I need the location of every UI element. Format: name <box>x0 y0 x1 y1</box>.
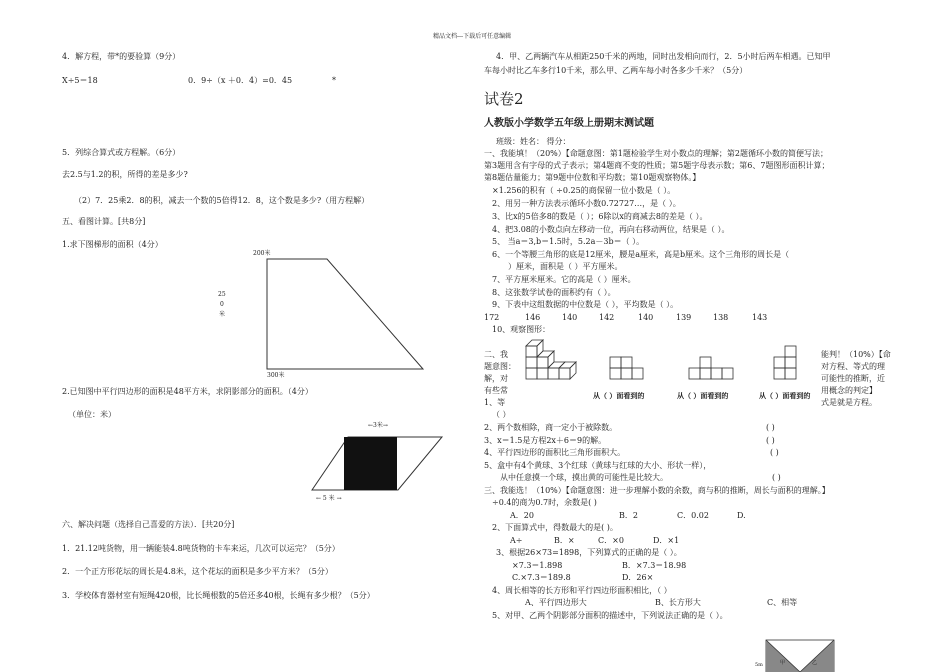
option: B．× <box>554 536 575 545</box>
data-value: 172 <box>484 313 500 322</box>
data-value: 140 <box>562 313 578 322</box>
option: C.×7.3＝189.8 <box>512 573 571 582</box>
option: ×7.3＝1.898 <box>512 561 563 570</box>
option: A、平行四边形大 <box>525 598 587 607</box>
section2-q5b: 从中任意摸一个球，摸出黄的可能性是比较大。 <box>500 473 668 482</box>
page-header: 精品文档---下载后可任意编辑 <box>433 33 512 40</box>
data-value: 139 <box>676 313 692 322</box>
equation-1: X÷5＝18 <box>62 76 98 85</box>
equation-2: 0．9÷（x ＋0．4）=0．45 <box>188 76 293 85</box>
section1-intro-3: 第8题估量能力；第9题中位数和平均数；第10题观察物体。】 <box>484 173 701 182</box>
answer-paren: ( ) <box>766 423 775 432</box>
q5-title: 5．列综合算式或方程解。（6分） <box>62 148 181 157</box>
section3-q2: 2、下面算式中，得数最大的是( )。 <box>492 523 618 532</box>
option: D．×1 <box>653 536 680 545</box>
figure-jia-label: 甲 <box>780 660 786 666</box>
view-label-2: 从（ ）面看到的 <box>677 391 729 400</box>
q5-part1: 去2.5与1.2的积，所得的差是多少? <box>62 170 188 179</box>
section5-unit: （单位：米） <box>68 410 116 419</box>
section2-frag: 式是就是方程。 <box>821 398 877 407</box>
section6-q1: 1．21.12吨货物，用一辆能装4.8吨货物的卡车来运，几次可以运完？（5分） <box>62 544 340 553</box>
section2-frag: 解，对 <box>484 374 508 383</box>
section5-q2: 2.已知图中平行四边形的面积是48平方米，求阴影部分的面积。（4分） <box>62 387 313 396</box>
section2-q2: 2、两个数相除，商一定小于被除数。 <box>484 423 618 432</box>
section1-q2: 2、用另一种方法表示循环小数0.72727…，是（ ）。 <box>492 199 681 208</box>
data-value: 138 <box>713 313 729 322</box>
section1-q10: 10、观察图形： <box>492 325 551 334</box>
trapezoid-height-label-2: 0 <box>220 301 224 308</box>
option: C．0.02 <box>677 511 709 520</box>
view-label-1: 从（ ）面看到的 <box>593 391 645 400</box>
class-name-line: 班级：姓名： 得分： <box>496 137 571 146</box>
section5-q1: 1.求下图梯形的面积（4分） <box>62 240 163 249</box>
section2-frag: 有些常 <box>484 386 508 395</box>
trapezoid-height-label-1: 25 <box>218 291 226 298</box>
section3-intro: 三、我能选！（10%）【命题意图：进一步理解小数的余数，商与积的推断，周长与面积的理解。】 <box>484 486 830 495</box>
answer-paren: ( ) <box>770 448 779 457</box>
option: A．20 <box>510 511 534 520</box>
section3-q3: 3、根据26×73=1898，下列算式的正确的是（ ）。 <box>496 548 682 557</box>
section1-q9: 9、下表中这组数据的中位数是（ ），平均数是（ ）。 <box>492 300 679 309</box>
section2-frag: 二、我 <box>484 350 508 359</box>
data-value: 140 <box>638 313 654 322</box>
equation-star: * <box>332 76 336 85</box>
section2-frag: 可能性的推断，近 <box>821 374 885 383</box>
option: B．×7.3＝18.98 <box>622 561 687 570</box>
paper-title: 试卷2 <box>484 90 524 108</box>
section3-q4: 4、周长相等的长方形和平行四边形面积相比，（ ） <box>492 586 672 595</box>
right-q4-line1: 4．甲、乙两辆汽车从相距250千米的两地，同时出发相向而行，2．5小时后两车相遇。已知甲 <box>496 52 831 61</box>
section1-q3: 3、比x的5倍多8的数是（ ）；6除以x的商减去8的差是（ ）。 <box>492 212 708 221</box>
option: D．26× <box>622 573 654 582</box>
data-value: 146 <box>525 313 541 322</box>
section1-q6b: ）厘米，面积是（ ）平方厘米。 <box>508 262 623 271</box>
section1-q8: 8、这张数学试卷的面积约有（ ）。 <box>492 288 616 297</box>
q4-title: 4．解方程，带*的要验算（9分） <box>62 52 181 61</box>
option: B、长方形大 <box>655 598 701 607</box>
parallelogram-top-label: ←3米→ <box>368 422 388 429</box>
section2-frag: 能判！（10%）【命 <box>821 350 891 359</box>
data-value: 143 <box>752 313 768 322</box>
section1-q6a: 6、一个等腰三角形的底是12厘米，腰是a厘米，高是b厘米。这个三角形的周长是（ <box>492 250 790 259</box>
section1-q4: 4、把3.08的小数点向左移动一位，再向右移动两位，结果是（ ）。 <box>492 225 730 234</box>
option: C、相等 <box>767 598 798 607</box>
q5-part2: （2）7．25乘2．8的积，减去一个数的5倍得12．8，这个数是多少?（用方程解） <box>74 196 370 205</box>
section1-intro-2: 第3题用含有字母的式子表示；第4题商不变的性质；第5题字母表示数；第6、7题图形面积计算； <box>484 161 830 170</box>
data-value: 142 <box>599 313 615 322</box>
trapezoid-top-label: 200米 <box>253 250 271 257</box>
view-label-3: 从（ ）面看到的 <box>759 391 811 400</box>
answer-paren: ( ) <box>772 473 781 482</box>
exam-title: 人教版小学数学五年级上册期末测试题 <box>484 118 654 129</box>
section3-q5: 5、对甲、乙两个阴影部分面积的描述中，下列说法正确的是（ ）。 <box>492 611 728 620</box>
right-q4-line2: 车每小时比乙车多行10千米，那么甲、乙两车每小时各多少千米？（5分） <box>484 66 748 75</box>
section2-frag: 用概念的判定】 <box>821 386 877 395</box>
section6-title: 六、解决问题（选择自己喜爱的方法）．[共20分] <box>62 520 235 529</box>
section2-q3: 3、x＝1.5是方程2x＋6＝9的解。 <box>484 436 607 445</box>
section6-q2: 2．一个正方形花坛的周长是4.8米，这个花坛的面积是多少平方米？（5分） <box>62 567 333 576</box>
trapezoid-bottom-label: 300米 <box>267 372 285 379</box>
section1-q1: ×1.256的积有（ ÷0.25的商保留一位小数是（ ）。 <box>492 186 676 195</box>
trapezoid-height-label-3: 米 <box>219 311 226 318</box>
section5-title: 五、看图计算。[共8分] <box>62 217 146 226</box>
section2-frag: 题意图： <box>484 362 516 371</box>
section2-frag: 对方程、等式的理 <box>821 362 885 371</box>
section1-q5: 5、 当a＝3,b＝1.5时，5.2a－3b＝（ ）。 <box>492 237 645 246</box>
section1-intro-1: 一、我能填！（20%）【命题意图：第1题检验学生对小数点的理解；第2题循环小数的简便写法； <box>484 149 828 158</box>
option: C．×0 <box>598 536 624 545</box>
answer-paren: ( ) <box>766 436 775 445</box>
option: D. <box>737 511 746 520</box>
section6-q3: 3．学校体育器材室有短绳420根，比长绳根数的5倍还多40根，长绳有多少根？（5分） <box>62 591 375 600</box>
figure-yi-label: 乙 <box>812 660 818 666</box>
section2-q4: 4、平行四边形的面积比三角形面积大。 <box>484 448 626 457</box>
section2-q5a: 5、盒中有4个黄球、3个红球（黄球与红球的大小、形状一样）， <box>484 461 712 470</box>
parallelogram-bottom-label: ← 5 米 → <box>316 495 342 502</box>
section2-frag: 1、等 <box>484 398 506 407</box>
option: A÷ <box>510 536 523 545</box>
section3-q1: ÷0.4的商为0.7时，余数是( ) <box>492 498 597 507</box>
section2-frag: （ ） <box>492 410 511 419</box>
section1-q7: 7、平方厘米厘米。它的高是（ ）厘米。 <box>492 275 636 284</box>
option: B．2 <box>619 511 638 520</box>
figure-5m-label: 5m <box>755 662 763 668</box>
